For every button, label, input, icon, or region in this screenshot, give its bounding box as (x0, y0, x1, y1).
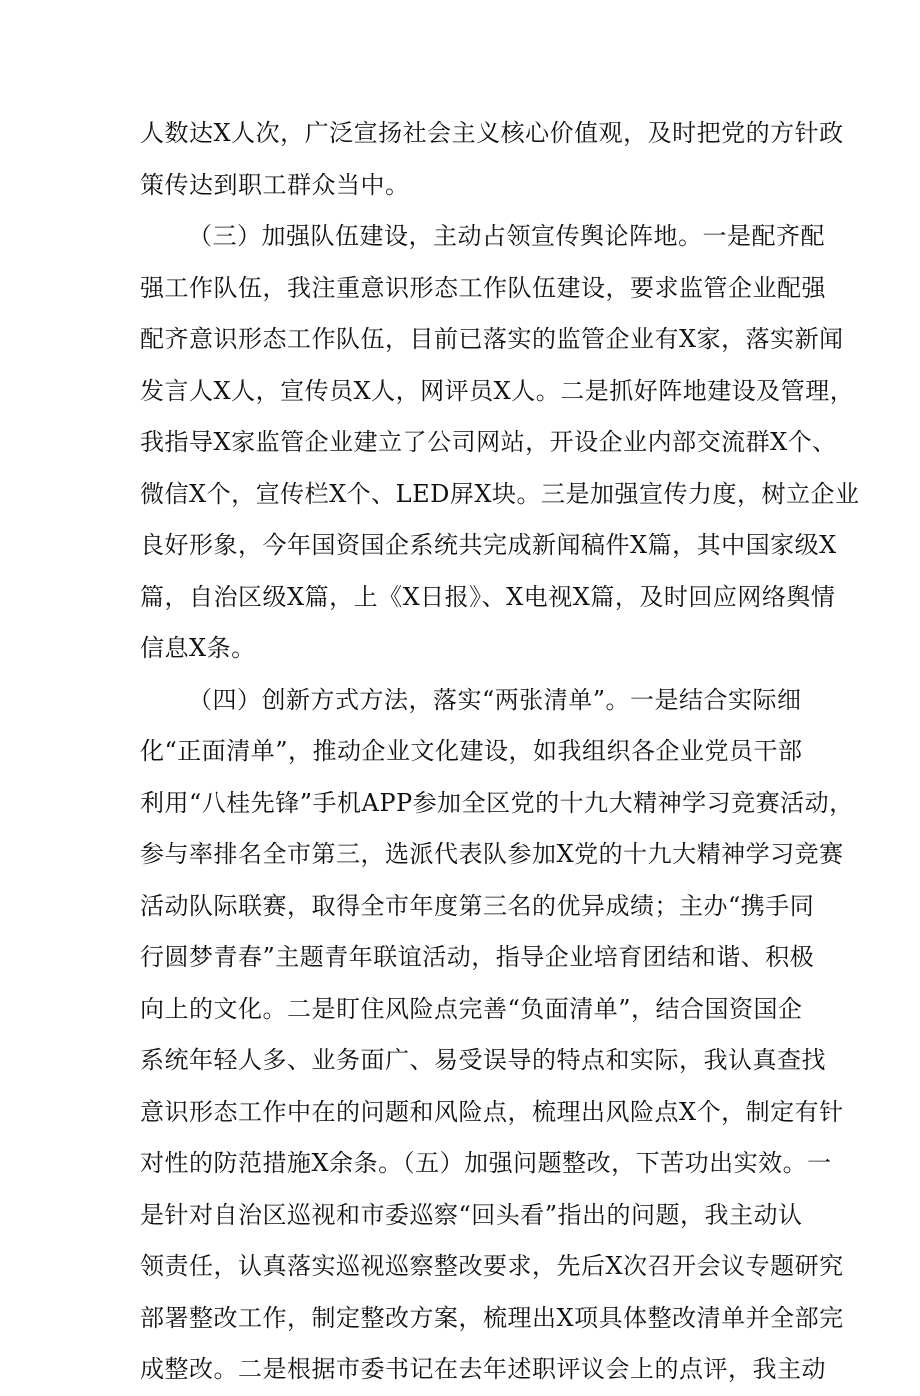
text-line: 参与率排名全市第三，选派代表队参加X党的十九大精神学习竞赛 (140, 840, 844, 868)
text-line: 微信X个，宣传栏X个、LED屏X块。三是加强宣传力度，树立企业 (140, 479, 860, 508)
text-line: 良好形象，今年国资国企系统共完成新闻稿件X篇，其中国家级X (140, 531, 837, 559)
text-line: 我指导X家监管企业建立了公司网站，开设企业内部交流群X个、 (140, 428, 837, 456)
text-line: 向上的文化。二是盯住风险点完善“负面清单”，结合国资国企 (140, 994, 803, 1023)
text-line: 部署整改工作，制定整改方案，梳理出X项具体整改清单并全部完 (140, 1303, 844, 1332)
text-line: 信息X条。 (140, 634, 256, 662)
text-line: 配齐意识形态工作队伍，目前已落实的监管企业有X家，落实新闻 (140, 325, 844, 353)
body-text (140, 108, 860, 1396)
section-heading-line: （四）创新方式方法，落实“两张清单”。一是结合实际细 (188, 685, 802, 714)
text-line: 活动队际联赛，取得全市年度第三名的优异成绩；主办“携手同 (140, 891, 815, 920)
section-heading-line: （三）加强队伍建设，主动占领宣传舆论阵地。一是配齐配 (188, 222, 825, 250)
text-line: 利用“八桂先锋”手机APP参加全区党的十九大精神学习竞赛活动， (140, 788, 854, 817)
text-line: 系统年轻人多、业务面广、易受误导的特点和实际，我认真查找 (140, 1046, 826, 1074)
text-line: 领责任，认真落实巡视巡察整改要求，先后X次召开会议专题研究 (140, 1252, 844, 1280)
text-line: 策传达到职工群众当中。 (140, 170, 410, 199)
text-line: 篇，自治区级X篇，上《X日报》、X电视X篇，及时回应网络舆情 (140, 582, 836, 611)
text-line: 意识形态工作中在的问题和风险点，梳理出风险点X个，制定有针 (140, 1097, 844, 1126)
text-line: 是针对自治区巡视和市委巡察“回头看”指出的问题，我主动认 (140, 1200, 803, 1229)
text-line: 成整改。二是根据市委书记在去年述职评议会上的点评，我主动 (140, 1355, 826, 1383)
text-line: 人数达X人次，广泛宣扬社会主义核心价值观，及时把党的方针政 (140, 119, 844, 147)
text-line: 发言人X人，宣传员X人，网评员X人。二是抓好阵地建设及管理， (140, 376, 855, 405)
text-line: 对性的防范措施X余条。（五）加强问题整改，下苦功出实效。一 (140, 1149, 832, 1177)
text-line: 化“正面清单”，推动企业文化建设，如我组织各企业党员干部 (140, 737, 803, 765)
text-line: 强工作队伍，我注重意识形态工作队伍建设，要求监管企业配强 (140, 273, 826, 302)
text-line: 行圆梦青春”主题青年联谊活动，指导企业培育团结和谐、积极 (140, 943, 815, 971)
